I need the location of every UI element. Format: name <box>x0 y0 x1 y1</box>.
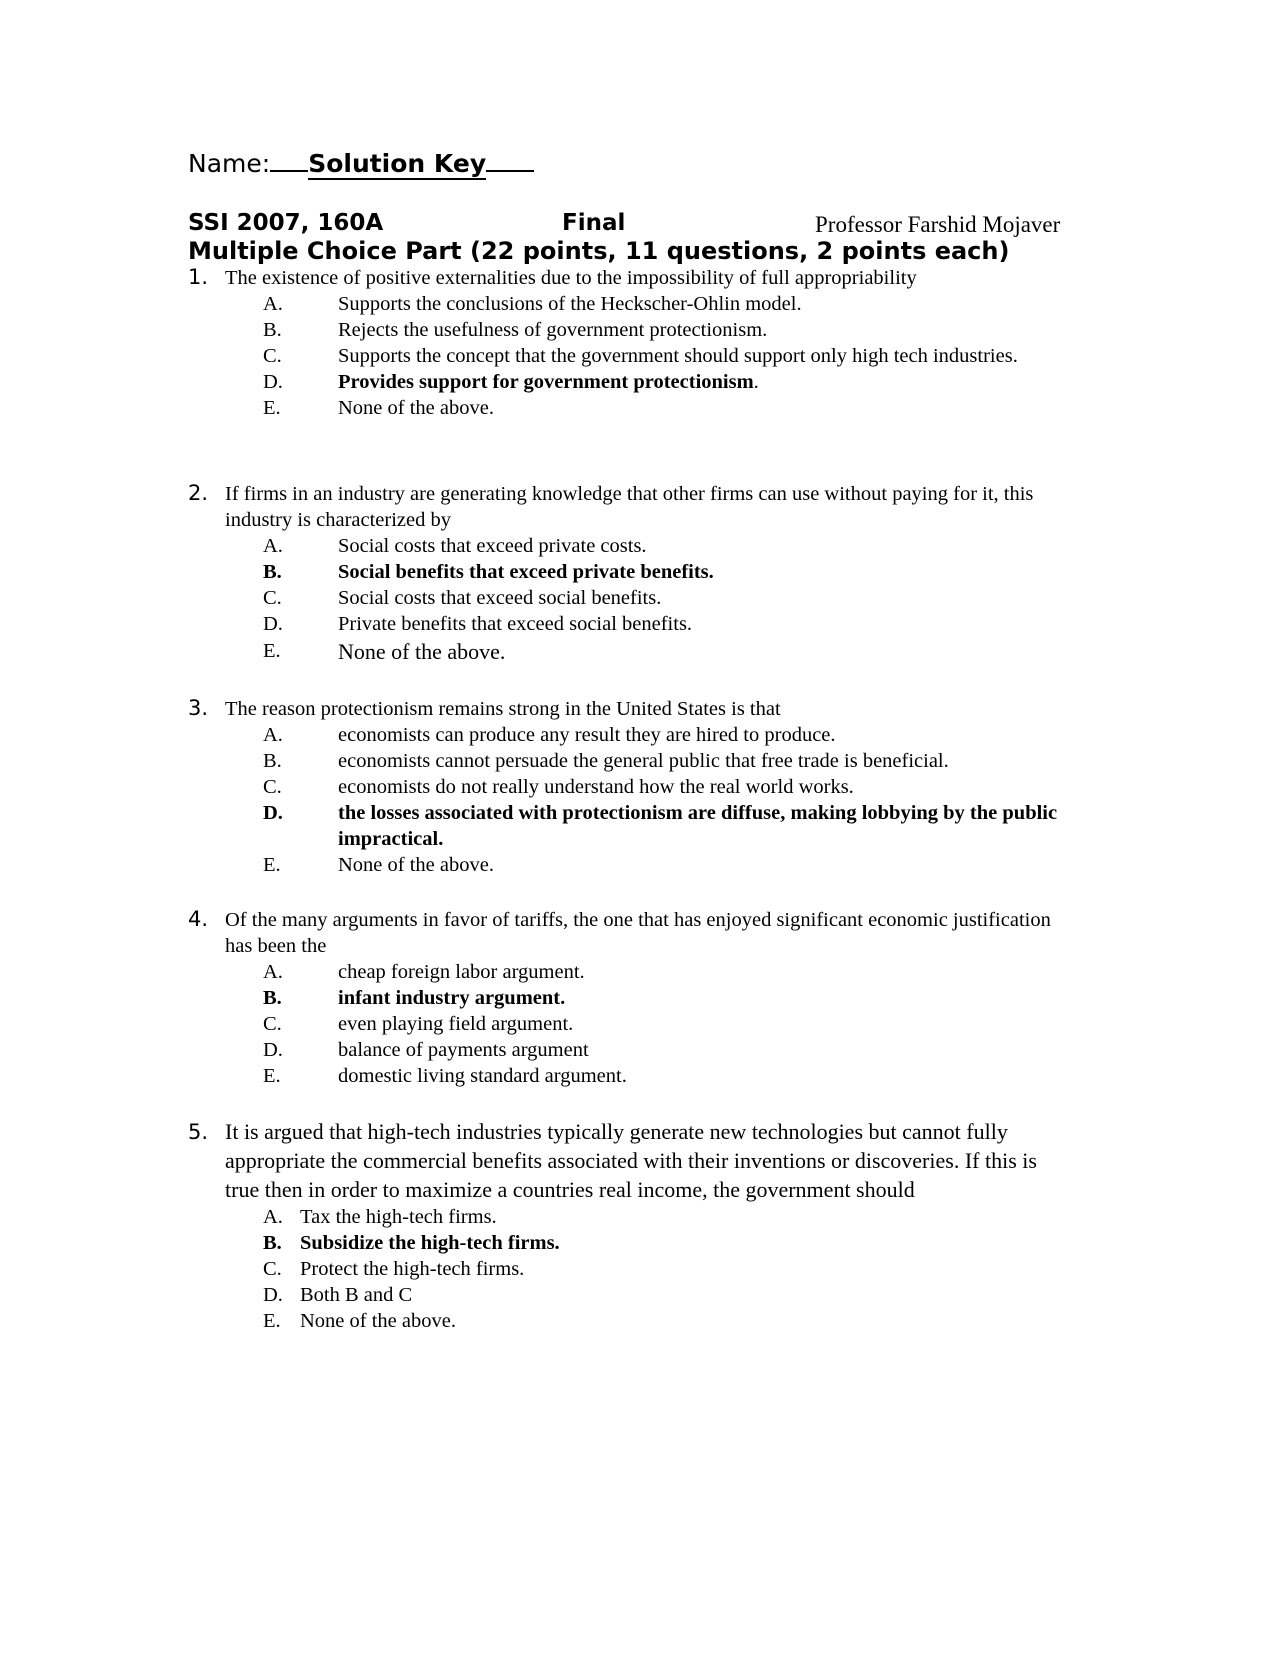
option-a <box>188 291 1088 317</box>
option-c <box>188 1011 1088 1037</box>
option-letter: D. <box>263 1284 283 1306</box>
option-list <box>188 722 1088 878</box>
option-e <box>188 1063 1088 1089</box>
option-text: None of the above. <box>338 854 494 876</box>
option-d <box>188 1282 1088 1308</box>
exam-title: Final <box>562 210 626 236</box>
option-b-correct <box>188 559 1088 585</box>
option-letter: A. <box>263 1206 283 1228</box>
option-letter: A. <box>263 961 283 983</box>
option-c <box>188 774 1088 800</box>
option-text: None of the above. <box>300 1310 456 1332</box>
question-5 <box>188 1117 1088 1334</box>
option-text: Subsidize the high-tech firms. <box>300 1232 560 1254</box>
question-number: 5. <box>188 1120 209 1144</box>
question-text: If firms in an industry are generating knowledge that other firms can use without paying for it, this industry is characterized by <box>225 483 1034 531</box>
option-letter: E. <box>263 1310 281 1332</box>
option-letter: E. <box>263 854 281 876</box>
option-text: Private benefits that exceed social benefits. <box>338 613 693 635</box>
option-text: the losses associated with protectionism are diffuse, making lobbying by the public impractical. <box>338 802 1058 850</box>
option-text: balance of payments argument <box>338 1039 589 1061</box>
option-letter: B. <box>263 1232 282 1254</box>
option-letter: C. <box>263 776 282 798</box>
option-b-correct <box>188 1230 1088 1256</box>
question-number: 4. <box>188 907 209 931</box>
question-text: The existence of positive externalities due to the impossibility of full appropriability <box>225 267 917 289</box>
option-text: economists can produce any result they are hired to produce. <box>338 724 836 746</box>
option-text: cheap foreign labor argument. <box>338 961 585 983</box>
name-blank-left <box>270 148 308 172</box>
option-letter: D. <box>263 1039 283 1061</box>
option-a <box>188 959 1088 985</box>
option-letter: B. <box>263 561 282 583</box>
question-3 <box>188 696 1088 878</box>
option-d <box>188 611 1088 637</box>
name-line <box>188 148 534 178</box>
option-letter: D. <box>263 802 283 824</box>
option-d-correct <box>188 800 1088 852</box>
option-b-correct <box>188 985 1088 1011</box>
option-letter: B. <box>263 750 282 772</box>
name-label: Name: <box>188 149 271 178</box>
question-text: The reason protectionism remains strong in the United States is that <box>225 698 781 720</box>
course-code: SSI 2007, 160A <box>188 210 384 236</box>
section-title: Multiple Choice Part (22 points, 11 questions, 2 points each) <box>188 237 1010 265</box>
option-c <box>188 343 1088 369</box>
option-text: Protect the high-tech firms. <box>300 1258 525 1280</box>
option-e <box>188 395 1088 421</box>
option-text: domestic living standard argument. <box>338 1065 627 1087</box>
option-a <box>188 1204 1088 1230</box>
option-text: Social costs that exceed social benefits. <box>338 587 662 609</box>
name-value: Solution Key <box>308 149 487 178</box>
option-e <box>188 852 1088 878</box>
option-text: economists cannot persuade the general public that free trade is beneficial. <box>338 750 949 772</box>
option-letter: E. <box>263 397 281 419</box>
option-b <box>188 748 1088 774</box>
option-letter: D. <box>263 613 283 635</box>
option-list <box>188 959 1088 1089</box>
question-1 <box>188 265 1088 421</box>
option-a <box>188 533 1088 559</box>
option-text: Provides support for government protectionism <box>338 371 754 393</box>
option-e <box>188 1308 1088 1334</box>
option-c <box>188 1256 1088 1282</box>
option-letter: C. <box>263 1013 282 1035</box>
option-letter: B. <box>263 319 282 341</box>
option-text: Supports the conclusions of the Heckscher-Ohlin model. <box>338 293 802 315</box>
option-text: Social costs that exceed private costs. <box>338 535 647 557</box>
option-text: None of the above. <box>338 397 494 419</box>
option-list <box>188 291 1088 421</box>
option-c <box>188 585 1088 611</box>
option-list <box>188 533 1088 666</box>
option-text: economists do not really understand how the real world works. <box>338 776 854 798</box>
option-letter: A. <box>263 535 283 557</box>
option-e <box>188 637 1088 666</box>
option-a <box>188 722 1088 748</box>
question-text: Of the many arguments in favor of tariffs, the one that has enjoyed significant economic justification has been the <box>225 909 1051 957</box>
option-letter: D. <box>263 371 283 393</box>
question-2 <box>188 481 1088 666</box>
option-suffix: . <box>753 371 759 393</box>
option-text: infant industry argument. <box>338 987 566 1009</box>
option-letter: E. <box>263 640 281 662</box>
question-number: 3. <box>188 696 209 720</box>
option-d-correct <box>188 369 1088 395</box>
question-text: It is argued that high-tech industries typically generate new technologies but cannot fully appropriate the commercial benefits associated with their inventions or discoveries. If this is true then in order to maximize a countries real income, the government should <box>225 1119 1037 1202</box>
option-letter: A. <box>263 293 283 315</box>
option-b <box>188 317 1088 343</box>
option-letter: C. <box>263 345 282 367</box>
option-text: Tax the high-tech firms. <box>300 1206 497 1228</box>
professor-name: Professor Farshid Mojaver <box>815 212 1061 237</box>
question-number: 1. <box>188 265 209 289</box>
option-text: even playing field argument. <box>338 1013 574 1035</box>
option-letter: A. <box>263 724 283 746</box>
option-letter: C. <box>263 1258 282 1280</box>
question-4 <box>188 907 1088 1089</box>
option-text: Both B and C <box>300 1284 413 1306</box>
option-list <box>188 1204 1088 1334</box>
name-blank-right <box>486 148 534 172</box>
option-text: Social benefits that exceed private benefits. <box>338 561 714 583</box>
option-letter: E. <box>263 1065 281 1087</box>
option-text: None of the above. <box>338 639 506 664</box>
question-number: 2. <box>188 481 209 505</box>
option-d <box>188 1037 1088 1063</box>
option-letter: C. <box>263 587 282 609</box>
option-text: Supports the concept that the government should support only high tech industries. <box>338 345 1018 367</box>
option-text: Rejects the usefulness of government protectionism. <box>338 319 768 341</box>
option-letter: B. <box>263 987 282 1009</box>
